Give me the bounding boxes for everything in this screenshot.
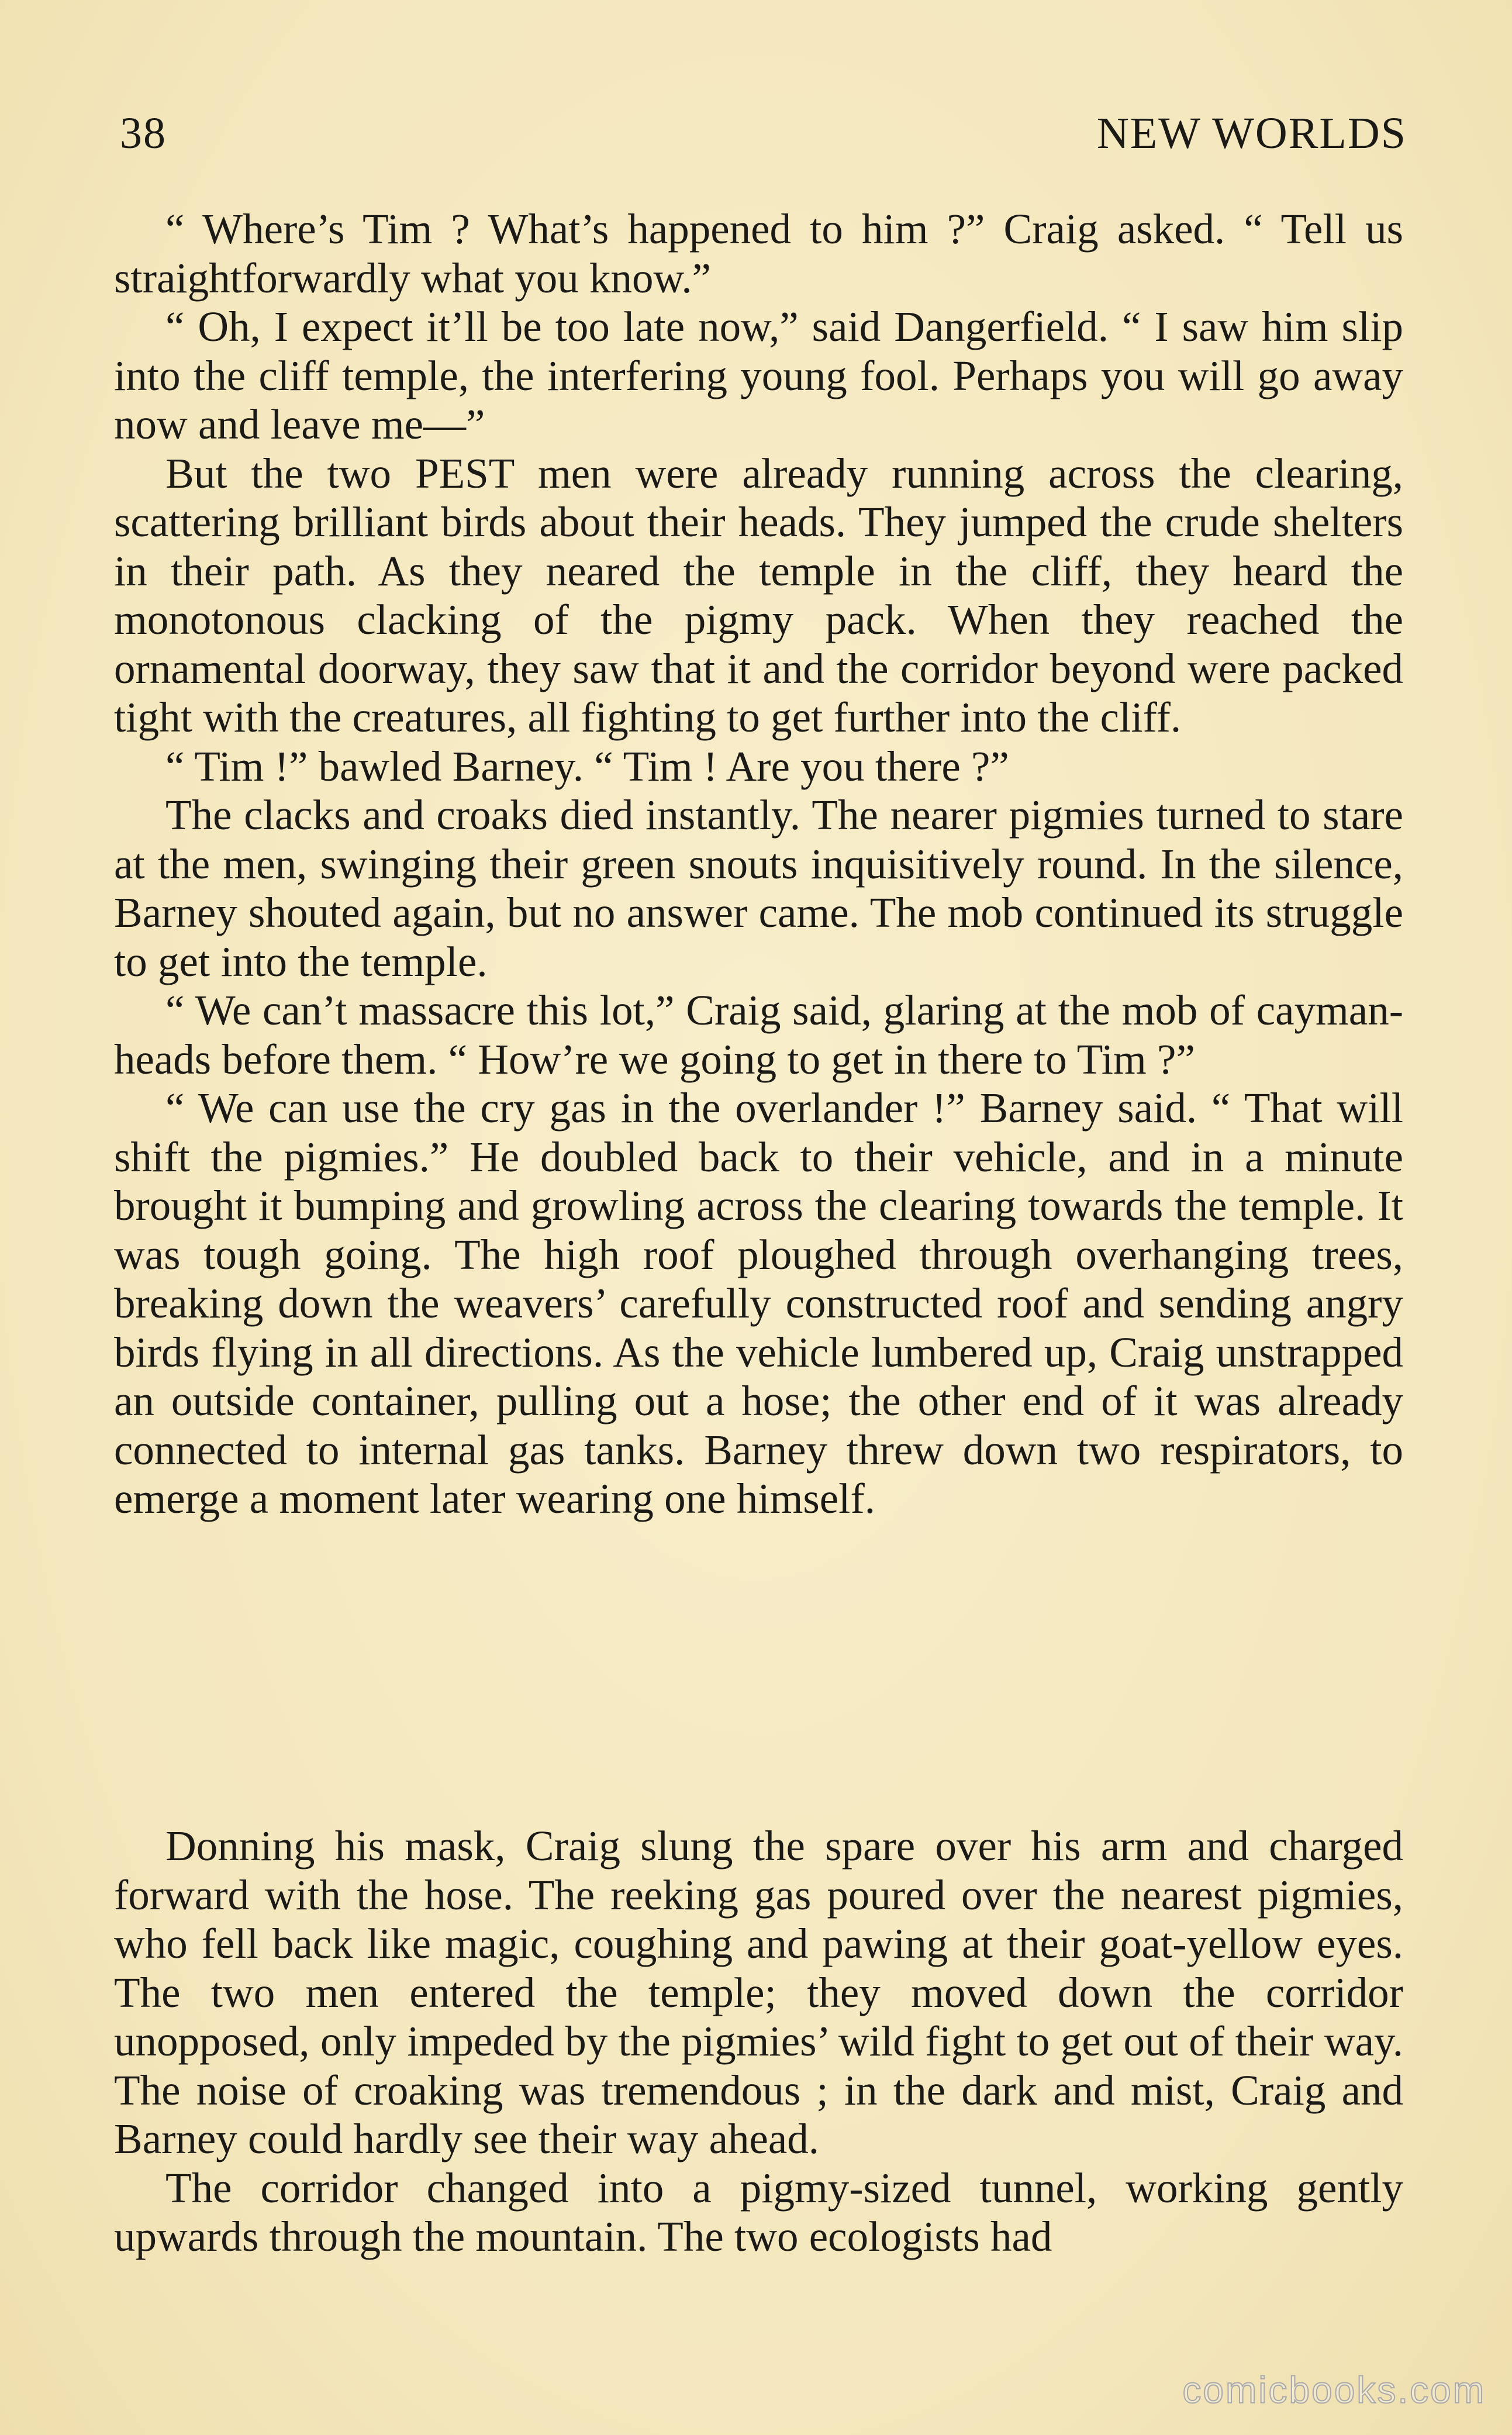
paragraph: The clacks and croaks died instantly. The nearer pigmies turned to stare at the men, swinging their green snouts inquisitively round. In the silence, Barney shouted again, but no answer came. The mob continued its struggle to get into the temple. <box>114 791 1403 985</box>
text-block-after-break <box>114 1822 1403 2261</box>
watermark: comicbooks.com <box>1182 2369 1486 2411</box>
paragraph: But the two PEST men were already running across the clearing, scattering brilliant birds about their heads. They jumped the crude shelters in their path. As they neared the temple in the cliff, they heard the monotonous clacking of the pigmy pack. When they reached the ornamental doorway, they saw that it and the corridor beyond were packed tight with the creatures, all fighting to get further into the cliff. <box>114 449 1403 741</box>
paragraph: “ We can use the cry gas in the overlander !” Barney said. “ That will shift the pigmies.” He doubled back to their vehicle, and in a minute brought it bumping and growling across the clearing towards the temple. It was tough going. The high roof ploughed through overhanging trees, breaking down the weavers’ carefully constructed roof and sending angry birds flying in all directions. As the vehicle lumbered up, Craig unstrapped an outside container, pulling out a hose; the other end of it was already connected to internal gas tanks. Barney threw down two respirators, to emerge a moment later wearing one himself. <box>114 1084 1403 1522</box>
text-block-before-break <box>114 205 1403 1523</box>
running-title: NEW WORLDS <box>1096 109 1407 158</box>
paragraph: “ Oh, I expect it’ll be too late now,” said Dangerfield. “ I saw him slip into the cliff temple, the interfering young fool. Perhaps you will go away now and leave me—” <box>114 303 1403 448</box>
page-number: 38 <box>120 109 167 158</box>
paragraph: The corridor changed into a pigmy-sized tunnel, working gently upwards through the mountain. The two ecologists had <box>114 2164 1403 2260</box>
page-header <box>120 108 1407 167</box>
paragraph: Donning his mask, Craig slung the spare over his arm and charged forward with the hose. The reeking gas poured over the nearest pigmies, who fell back like magic, coughing and pawing at their goat-yellow eyes. The two men entered the temple; they moved down the corridor unopposed, only impeded by the pigmies’ wild fight to get out of their way. The noise of croaking was tremendous ; in the dark and mist, Craig and Barney could hardly see their way ahead. <box>114 1822 1403 2162</box>
paragraph: “ Where’s Tim ? What’s happened to him ?” Craig asked. “ Tell us straightforwardly what you know.” <box>114 205 1403 302</box>
paragraph: “ Tim !” bawled Barney. “ Tim ! Are you there ?” <box>165 742 1009 790</box>
paragraph: “ We can’t massacre this lot,” Craig said, glaring at the mob of cayman-heads before them. “ How’re we going to get in there to Tim ?” <box>114 987 1403 1083</box>
